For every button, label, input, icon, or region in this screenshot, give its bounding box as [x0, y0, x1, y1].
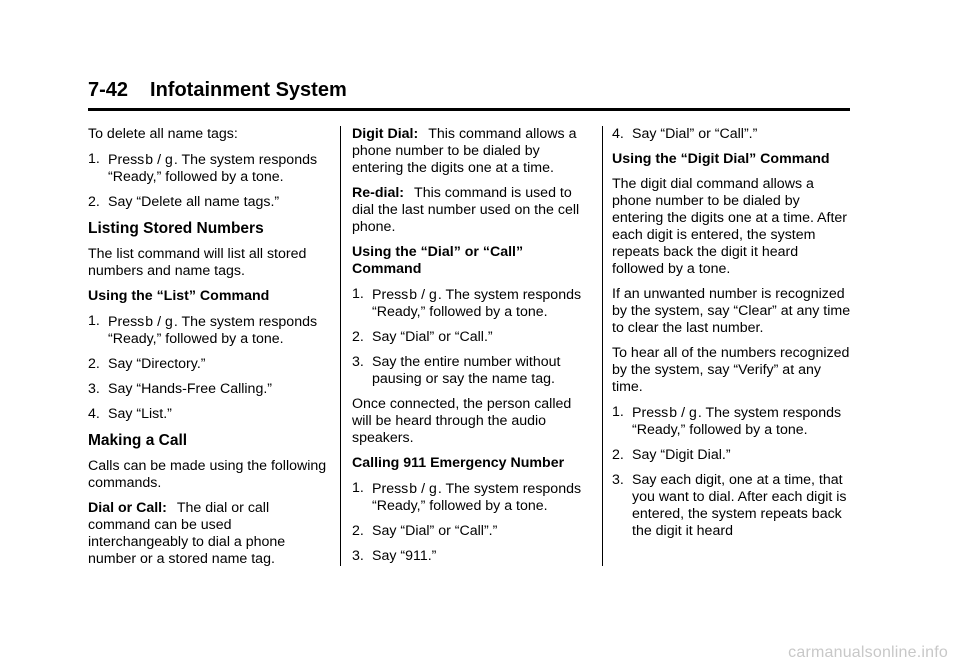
section-heading: Listing Stored Numbers: [88, 220, 264, 237]
talk-button-icon: b: [145, 151, 154, 167]
page-heading: [88, 76, 850, 104]
section-title: Infotainment System: [150, 79, 347, 101]
list-item: 2. Say “Dial” or “Call.”: [352, 329, 493, 345]
delete-intro: To delete all name tags:: [88, 126, 238, 142]
list-item: 2. Say “Directory.”: [88, 356, 206, 372]
paragraph: The list command will list all stored numbers and name tags.: [88, 246, 307, 279]
talk-button-icon: b: [669, 404, 678, 420]
paragraph: If an unwanted number is recognized by the system, say “Clear” at any time to clear the last number.: [612, 286, 851, 336]
subheading: Using the “Dial” or “Call” Command: [352, 244, 524, 277]
paragraph: The digit dial command allows a phone number to be dialed by entering the digits one at a time. After each digit is entered, the system repeats back the digit it heard followed by a tone.: [612, 176, 848, 277]
term: Digit Dial:: [352, 126, 419, 142]
definition: Dial or Call: The dial or call command can be used interchangeably to dial a phone number or a stored name tag.: [88, 500, 286, 567]
paragraph: Once connected, the person called will be heard through the audio speakers.: [352, 396, 572, 446]
talk-button-icon: b: [409, 286, 418, 302]
list-item: 4. Say “List.”: [88, 406, 172, 422]
subheading: Using the “List” Command: [88, 288, 270, 304]
term: Dial or Call:: [88, 500, 167, 516]
list-item: 3. Say “Hands-Free Calling.”: [88, 381, 273, 397]
list-item: 1. Pressb / g. The system responds “Ready,” followed by a tone.: [352, 480, 582, 514]
watermark: carmanualsonline.info: [788, 644, 948, 661]
column-divider: [602, 126, 603, 566]
term: Re-dial:: [352, 185, 405, 201]
list-item: 2. Say “Delete all name tags.”: [88, 194, 280, 210]
voice-button-icon: g: [165, 151, 173, 167]
page-number: 7-42: [88, 79, 129, 101]
talk-button-icon: b: [409, 480, 418, 496]
list-item: 1. Pressb / g. The system responds “Ready,” followed by a tone.: [612, 404, 842, 438]
paragraph: Calls can be made using the following commands.: [88, 458, 327, 491]
subheading: Using the “Digit Dial” Command: [612, 151, 830, 167]
list-item: 2. Say “Digit Dial.”: [612, 447, 731, 463]
column-divider: [340, 126, 341, 566]
list-item: 1. Pressb / g. The system responds “Ready,” followed by a tone.: [88, 151, 318, 185]
list-item: 3. Say “911.”: [352, 548, 437, 564]
section-heading: Making a Call: [88, 432, 188, 449]
list-item: 3. Say each digit, one at a time, that you want to dial. After each digit is entered, the system repeats back the digit it heard: [612, 472, 847, 539]
voice-button-icon: g: [429, 480, 437, 496]
column-2: [352, 126, 592, 573]
list-item: 4. Say “Dial” or “Call”.”: [612, 126, 758, 142]
column-1: [88, 126, 328, 576]
list-item: 3. Say the entire number without pausing or say the name tag.: [352, 354, 561, 387]
voice-button-icon: g: [689, 404, 697, 420]
paragraph: To hear all of the numbers recognized by the system, say “Verify” at any time.: [612, 345, 850, 395]
voice-button-icon: g: [429, 286, 437, 302]
column-3: [612, 126, 852, 548]
page-header: [88, 76, 850, 111]
voice-button-icon: g: [165, 313, 173, 329]
talk-button-icon: b: [145, 313, 154, 329]
list-item: 2. Say “Dial” or “Call”.”: [352, 523, 498, 539]
list-item: 1. Pressb / g. The system responds “Ready,” followed by a tone.: [88, 313, 318, 347]
definition: Re-dial: This command is used to dial the last number used on the cell phone.: [352, 185, 580, 235]
subheading: Calling 911 Emergency Number: [352, 455, 565, 471]
definition: Digit Dial: This command allows a phone number to be dialed by entering the digits one at a time.: [352, 126, 577, 176]
list-item: 1. Pressb / g. The system responds “Ready,” followed by a tone.: [352, 286, 582, 320]
